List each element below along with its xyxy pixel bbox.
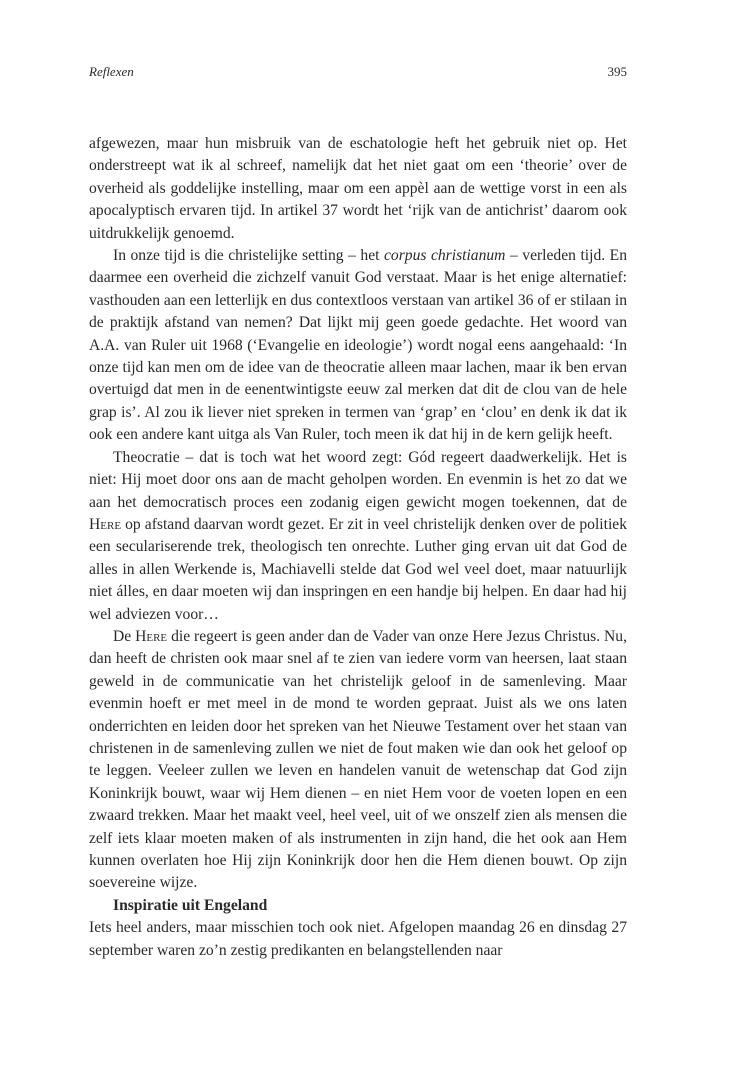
corpus-christianum-term: corpus christianum — [383, 247, 506, 265]
running-title: Reflexen — [89, 64, 134, 79]
page-number: 395 — [607, 64, 627, 79]
running-head — [89, 64, 627, 84]
paragraph-2-part-a: In onze tijd is die christelijke setting – het — [113, 247, 384, 265]
paragraph-2 — [89, 245, 627, 447]
paragraph-4-part-b: die regeert is geen ander dan de Vader van onze Here Jezus Christus. Nu, dan heeft de christen ook maar snel af te zien van iedere vorm van heersen, laat staan geweld in de communicatie van het christelijk geloof in de samenleving. Maar evenmin hoeft er met meel in de mond te worden gepraat. Juist als we ons laten onderrichten en leiden door het spreken van het Nieuwe Testament over het staan van christenen in de samenleving zullen we niet de fout maken wie dan ook het geloof op te leggen. Veeleer zullen we leven en handelen vanuit de wetenschap dat God zijn Koninkrijk bouwt, waar wij Hem dienen – en niet Hem voor de voeten lopen en een zwaard trekken. Maar het maakt veel, heel veel, uit of we onszelf zien als mensen die zelf iets klaar moeten maken of als instrumenten in zijn hand, die het ook aan Hem kunnen overlaten hoe Hij zijn Koninkrijk door hen die Hem dienen bouwt. Op zijn soevereine wijze. — [89, 627, 627, 892]
paragraph-2-part-b: – verleden tijd. En daarmee een overheid die zichzelf vanuit God verstaat. Maar is het enige alternatief: vasthouden aan een letterlijk en dus contextloos verstaan van artikel 36 of er stilaan in de praktijk afstand van nemen? Dat lijkt mij geen goede gedachte. Het woord van A.A. van Ruler uit 1968 (‘Evangelie en ideologie’) wordt nogal eens aangehaald: ‘In onze tijd kan men om de idee van de theocratie alleen maar lachen, maar ik ben ervan overtuigd dat men in de eenentwintigste eeuw zal merken dat dit de clou van de hele grap is’. Al zou ik liever niet spreken in termen van ‘grap’ en ‘clou’ en denk ik dat ik ook een andere kant uitga als Van Ruler, toch meen ik dat hij in de kern gelijk heeft. — [89, 247, 627, 444]
section-heading: Inspiratie uit Engeland — [113, 896, 268, 914]
paragraph-4 — [89, 626, 627, 895]
here-small-caps: Here — [135, 627, 168, 645]
paragraph-3-part-a: Theocratie – dat is toch wat het woord zegt: Gód regeert daadwerkelijk. Het is niet: Hij moet door ons aan de macht geholpen worden. En evenmin is het zo dat we aan het democratisch proces een zodanig eigen gewicht mogen toekennen, dat de — [89, 448, 627, 511]
paragraph-3-part-b: op afstand daarvan wordt gezet. Er zit in veel christelijk denken over de politiek een seculariserende trek, theologisch ten onrechte. Luther ging ervan uit dat God de alles in allen Werkende is, Machiavelli stelde dat God wel veel doet, maar natuurlijk niet álles, en daar moeten wij dan inspringen en een handje bij helpen. En daar had hij wel adviezen voor… — [89, 515, 627, 623]
paragraph-3 — [89, 447, 627, 626]
section-paragraph: Iets heel anders, maar misschien toch ook niet. Afgelopen maandag 26 en dinsdag 27 september waren zo’n zestig predikanten en belangstellenden naar — [89, 919, 627, 959]
body-text — [89, 133, 627, 962]
paragraph-4-part-a: De — [113, 627, 136, 645]
paragraph-1: afgewezen, maar hun misbruik van de eschatologie heft het gebruik niet op. Het onderstreept wat ik al schreef, namelijk dat het niet gaat om een ‘theorie’ over de overheid als goddelijke instelling, maar om een appèl aan de wettige vorst in een als apocalyptisch ervaren tijd. In artikel 37 wordt het ‘rijk van de antichrist’ daarom ook uitdrukkelijk genoemd. — [89, 135, 627, 242]
here-small-caps: Here — [89, 515, 122, 533]
